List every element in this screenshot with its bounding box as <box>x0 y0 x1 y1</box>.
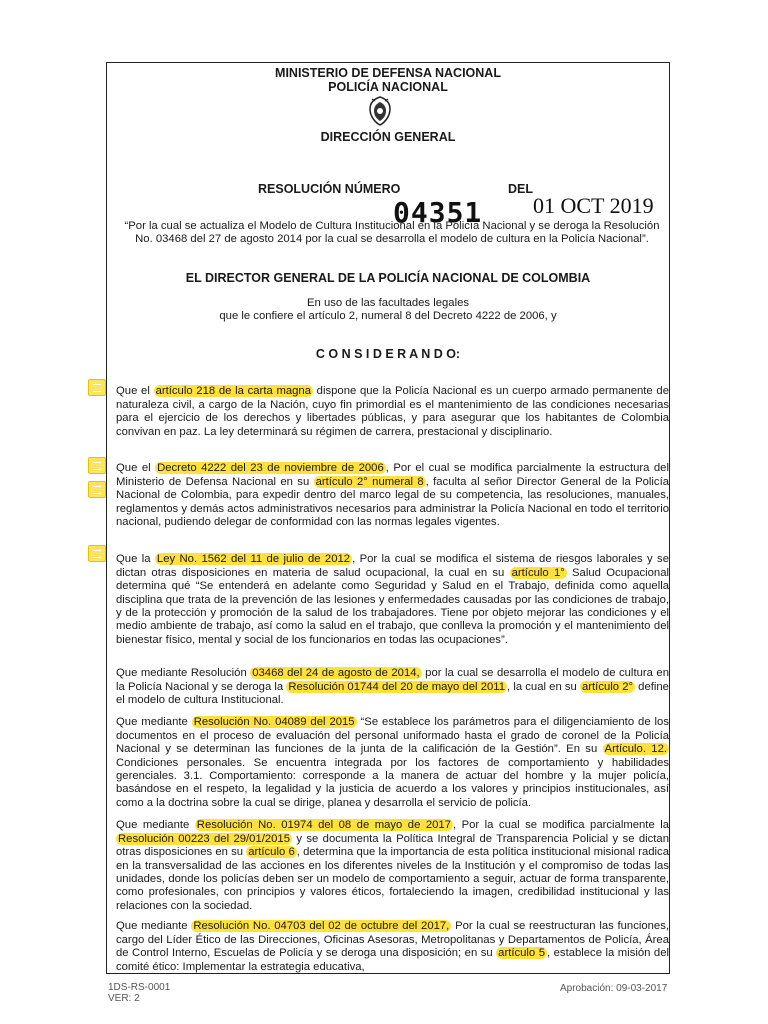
footer-approval: Aprobación: 09-03-2017 <box>560 983 668 994</box>
highlight: artículo 5 <box>498 947 545 960</box>
powers-line-1: En uso de las facultades legales <box>306 297 470 309</box>
paragraph-text: , establece la misión del comité ético: Implementar la estrategia educativa, <box>116 947 669 973</box>
paragraph-text: y se documenta la Política Integral de Transparencia Policial y se dictan otras disposiciones en su <box>116 832 669 859</box>
ministry-title: MINISTERIO DE DEFENSA NACIONAL <box>275 66 501 80</box>
paragraph-text: , determina que la importancia de esta política institucional misional radica en la transversalidad de las acciones en los diferentes niveles de la Institución y el compromiso de todas las unidades, donde los policías deben ser un modelo de comportamiento a seguir, actuar de forma transparente, como profesionales, con principios y valores éticos, fortaleciendo la imagen, credibilidad institucional y las relaciones con la sociedad. <box>116 846 669 912</box>
paragraph-1 <box>116 385 669 439</box>
powers-line-2: que le confiere el artículo 2, numeral 8 del Decreto 4222 de 2006, y <box>219 310 557 322</box>
comment-note-icon[interactable] <box>88 457 106 474</box>
del-label: DEL <box>508 182 533 196</box>
resolution-date: 01 OCT 2019 <box>533 193 654 218</box>
highlight: Resolución No. 01974 del 08 de mayo de 2017 <box>196 819 451 832</box>
paragraph-text: Que mediante Resolución <box>116 667 251 680</box>
highlight: Resolución 00223 del 29/01/2015 <box>118 832 290 845</box>
paragraph-text: “Se establece los parámetros para el diligenciamiento de los documentos en el proceso de evaluación del personal uniformado hasta el grado de coronel de la Policía Nacional y se determinan las funciones de la junta de la calificación de la Gestión”. En su <box>116 716 669 756</box>
highlight: Resolución No. 04703 del 02 de octubre del 2017, <box>193 920 450 933</box>
highlight: artículo 218 de la carta magna <box>155 385 311 398</box>
paragraph-text: , la cual en su <box>507 680 580 693</box>
comment-note-icon[interactable] <box>88 481 106 498</box>
footer-version: VER: 2 <box>108 993 140 1004</box>
paragraph-6 <box>116 819 669 913</box>
paragraph-text: , Por el cual se modifica parcialmente la estructura del Ministerio de Defensa Nacional en su <box>116 462 669 488</box>
resolution-label: RESOLUCIÓN NÚMERO <box>258 182 401 196</box>
paragraph-3 <box>116 553 669 647</box>
paragraph-text: Que la <box>116 553 155 566</box>
comment-note-icon[interactable] <box>88 379 106 396</box>
paragraph-2 <box>116 462 669 529</box>
comment-note-icon[interactable] <box>88 545 106 562</box>
paragraph-text: , faculta al señor Director General de la Policía Nacional de Colombia, para expedir dentro del marco legal de su competencia, las resoluciones, manuales, reglamentos y demás actos administrativos necesarios para administrar la Policía Nacional en todo el territorio nacional, pudiendo delegar de conformidad con las normas legales vigentes. <box>116 475 670 528</box>
paragraph-text: Condiciones personales. Se encuentra integrada por los factores de comportamiento y habilidades gerenciales. 3.1. Comportamiento: corresponde a la manera de actuar del hombre y la mujer policía, basándose en el respeto, la legalidad y la justicia de acuerdo a los valores y principios institucionales, así como a la doctrina sobre la cual se dirige, planea y desarrolla el servicio de policía. <box>116 756 669 809</box>
paragraph-text: Que mediante <box>116 819 195 832</box>
paragraph-text: Que el <box>116 385 154 398</box>
paragraph-text: Que mediante <box>116 920 192 933</box>
highlight: artículo 2° numeral 8 <box>315 475 424 488</box>
police-title: POLICÍA NACIONAL <box>328 80 448 94</box>
highlight: 03468 del 24 de agosto de 2014, <box>252 667 420 680</box>
highlight: Resolución 01744 del 20 de mayo del 2011 <box>288 680 506 693</box>
resolution-number: 04351 <box>393 196 483 229</box>
highlight: Artículo. 12. <box>604 743 667 756</box>
highlight: artículo 6 <box>248 846 295 859</box>
paragraph-text: Que el <box>116 462 156 475</box>
direction-title: DIRECCIÓN GENERAL <box>320 130 456 144</box>
highlight: artículo 1° <box>511 566 565 579</box>
paragraph-text: , Por la cual se modifica el sistema de riesgos laborales y se dictan otras disposiciones en materia de salud ocupacional, la cual en su <box>116 553 669 579</box>
police-crest-icon <box>364 95 396 127</box>
considerando-heading: C O N S I D E R A N D O: <box>315 347 461 361</box>
paragraph-7 <box>116 920 669 974</box>
footer-code: 1DS-RS-0001 <box>108 982 171 993</box>
paragraph-text: define el modelo de cultura Institucional. <box>116 680 669 707</box>
paragraph-text: Por la cual se reestructuran las funciones, cargo del Líder Ético de las Direcciones, Oficinas Asesoras, Metropolitanas y Departamentos de Policía, Área de Control Interno, Escuelas de Policía y se deroga una disposición; en su <box>116 920 670 960</box>
highlight: Decreto 4222 del 23 de noviembre de 2006 <box>157 462 384 475</box>
resolution-subject: “Por la cual se actualiza el Modelo de Cultura Institucional en la Policía Nacional y se deroga la Resolución No. 03468 del 27 de agosto 2014 por la cual se desarrolla el modelo de cultura en la Policía Nacional”. <box>124 220 660 246</box>
director-title: EL DIRECTOR GENERAL DE LA POLICÍA NACIONAL DE COLOMBIA <box>185 271 591 285</box>
paragraph-text: Que mediante <box>116 716 192 729</box>
paragraph-text: Salud Ocupacional determina qué “Se entenderá en adelante como Seguridad y Salud en el Trabajo, definida como aquella disciplina que trata de la prevención de las lesiones y enfermedades causadas por las condiciones de trabajo, y de la protección y promoción de la salud de los trabajadores. Tiene por objeto mejorar las condiciones y el medio ambiente de trabajo, así como la salud en el trabajo, que conlleva la promoción y el mantenimiento del bienestar físico, mental y social de los funcionarios en todas las ocupaciones”. <box>116 566 669 646</box>
paragraph-text: por la cual se desarrolla el modelo de cultura en la Policía Nacional y se deroga la <box>116 667 669 693</box>
paragraph-text: , Por la cual se modifica parcialmente la <box>452 819 669 832</box>
paragraph-text: dispone que la Policía Nacional es un cuerpo armado permanente de naturaleza civil, a cargo de la Nación, cuyo fin primordial es el mantenimiento de las condiciones necesarias para el ejercicio de los derechos y libertades públicas, y para asegurar que los habitantes de Colombia convivan en paz. La ley determinará su régimen de carrera, prestacional y disciplinario. <box>116 385 669 438</box>
paragraph-4 <box>116 667 669 707</box>
highlight: Ley No. 1562 del 11 de julio de 2012 <box>156 553 351 566</box>
highlight: Resolución No. 04089 del 2015 <box>193 716 355 729</box>
highlight: artículo 2° <box>582 680 634 693</box>
paragraph-5 <box>116 716 669 810</box>
